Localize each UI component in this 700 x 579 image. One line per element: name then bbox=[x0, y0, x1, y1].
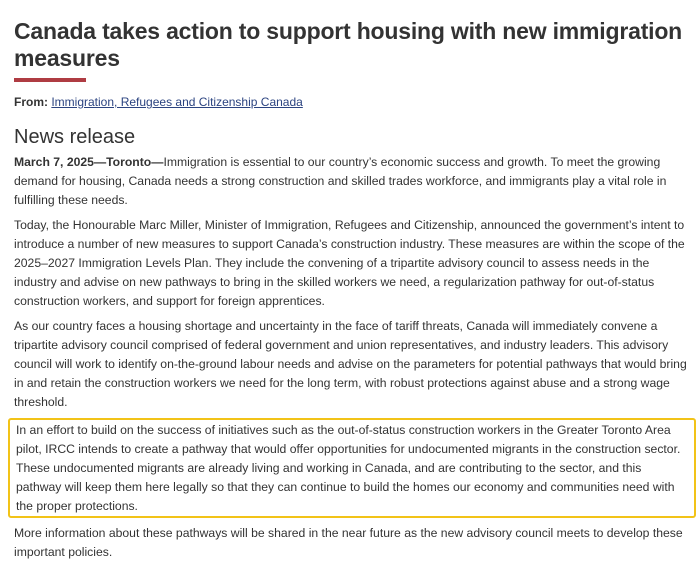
department-link[interactable]: Immigration, Refugees and Citizenship Canada bbox=[51, 95, 303, 109]
from-line bbox=[14, 94, 690, 110]
page-title: Canada takes action to support housing with new immigration measures bbox=[14, 18, 683, 71]
highlighted-paragraph-box bbox=[8, 418, 696, 518]
paragraph-pathway: In an effort to build on the success of initiatives such as the out-of-status construction workers in the Greater Toronto Area pilot, IRCC intends to create a pathway that would offer opportunities for undocumented migrants in the construction sector. These undocumented migrants are already living and working in Canada, and are contributing to the sector, and this pathway will keep them here legally so that they can continue to build the homes our economy and communities need with the proper protections. bbox=[16, 423, 681, 513]
paragraph-more-info: More information about these pathways will be shared in the near future as the new advisory council meets to develop these important policies. bbox=[14, 526, 683, 559]
news-release-page bbox=[14, 18, 690, 568]
paragraph-advisory-council: As our country faces a housing shortage and uncertainty in the face of tariff threats, Canada will immediately convene a tripartite advisory council comprised of federal government and union representatives, and industry leaders. This advisory council will work to identify on-the-ground labour needs and advise on the parameters for potential pathways that would bring in and retain the construction workers we need for the long term, with robust protections against abuse and a strong wage threshold. bbox=[14, 319, 687, 409]
paragraph-intro-text: Immigration is essential to our country’s economic success and growth. To meet the growing demand for housing, Canada needs a strong construction and skilled trades workforce, and immigrants play a vital role in fulfilling these needs. bbox=[14, 155, 667, 207]
title-underline-rule bbox=[14, 78, 86, 82]
dateline: March 7, 2025—Toronto— bbox=[14, 155, 164, 169]
section-heading: News release bbox=[14, 126, 136, 148]
from-label: From: bbox=[14, 95, 48, 109]
paragraph-intro bbox=[14, 153, 690, 210]
paragraph-announcement: Today, the Honourable Marc Miller, Minister of Immigration, Refugees and Citizenship, announced the government’s intent to introduce a number of new measures to support Canada’s construction industry. These measures are within the scope of the 2025–2027 Immigration Levels Plan. They include the convening of a tripartite advisory council to assess needs in the industry and advise on new pathways to bring in the skilled workers we need, a regularization pathway for out-of-status construction workers, and support for foreign apprentices. bbox=[14, 218, 685, 308]
